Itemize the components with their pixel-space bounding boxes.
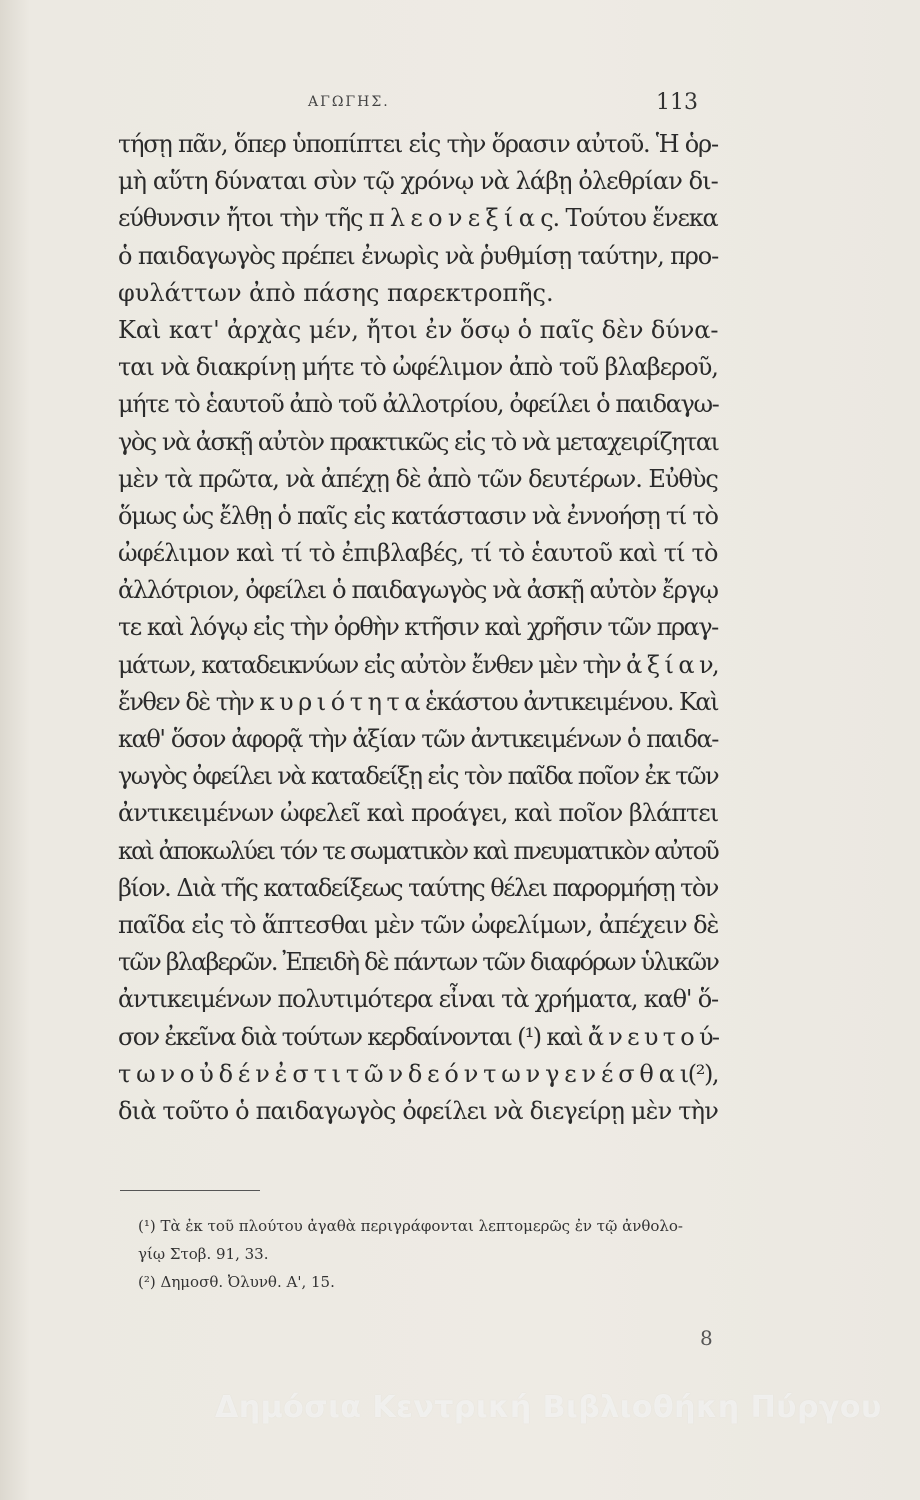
- text-line: μάτων, καταδεικνύων εἰς αὐτὸν ἔνθεν μὲν τὴν ἀ ξ ί α ν,: [118, 650, 719, 679]
- text-line: εύθυνσιν ἤτοι τὴν τῆς π λ ε ο ν ε ξ ί α ς. Τούτου ἕνεκα: [118, 204, 718, 233]
- footnotes: [138, 1212, 718, 1296]
- footnote-divider: [120, 1190, 260, 1191]
- body-text: [118, 126, 718, 1130]
- text-line: τ ω ν ο ὐ δ έ ν ἐ σ τ ι τ ῶ ν δ ε ό ν τ ω ν γ ε ν έ σ θ α ι(²),: [118, 1059, 719, 1088]
- text-line: ἔνθεν δὲ τὴν κ υ ρ ι ό τ η τ α ἑκάστου ἀντικειμένου. Καὶ: [118, 687, 718, 716]
- text-line: ἀντικειμένων πολυτιμότερα εἶναι τὰ χρήματα, καθ' ὅ-: [118, 985, 718, 1014]
- text-line: καθ' ὅσον ἀφορᾷ τὴν ἀξίαν τῶν ἀντικειμένων ὁ παιδα-: [118, 725, 718, 753]
- text-line: διὰ τοῦτο ὁ παιδαγωγὸς ὀφείλει νὰ διεγείρῃ μὲν τὴν: [118, 1096, 719, 1125]
- text-line: ἀντικειμένων ὠφελεῖ καὶ προάγει, καὶ ποῖον βλάπτει: [118, 799, 719, 828]
- text-line: μὴ αὕτη δύναται σὺν τῷ χρόνῳ νὰ λάβῃ ὀλεθρίαν δι-: [118, 167, 718, 196]
- text-line: φυλάττων ἀπὸ πάσης παρεκτροπῆς.: [118, 278, 554, 307]
- text-line: βίον. Διὰ τῆς καταδείξεως ταύτης θέλει παρορμήσῃ τὸν: [118, 873, 718, 902]
- text-line: παῖδα εἰς τὸ ἅπτεσθαι μὲν τῶν ὠφελίμων, ἀπέχειν δὲ: [118, 910, 719, 939]
- text-line: γὸς νὰ ἀσκῇ αὐτὸν πρακτικῶς εἰς τὸ νὰ μεταχειρίζηται: [118, 427, 719, 456]
- page-number: 113: [656, 90, 698, 115]
- text-line: σον ἐκεῖνα διὰ τούτων κερδαίνονται (¹) καὶ ἄ ν ε υ τ ο ύ-: [118, 1022, 719, 1051]
- text-line: ται νὰ διακρίνῃ μήτε τὸ ὠφέλιμον ἀπὸ τοῦ βλαβεροῦ,: [118, 353, 718, 382]
- text-line: τε καὶ λόγῳ εἰς τὴν ὀρθὴν κτῆσιν καὶ χρῆσιν τῶν πραγ-: [118, 613, 718, 642]
- footnote-line: (²) Δημοσθ. Ὀλυνθ. Α', 15.: [138, 1273, 335, 1291]
- text-line: Καὶ κατ' ἀρχὰς μέν, ἤτοι ἐν ὅσῳ ὁ παῖς δὲν δύνα-: [118, 315, 719, 344]
- footnote-line: (¹) Τὰ ἐκ τοῦ πλούτου ἀγαθὰ περιγράφονται λεπτομερῶς ἐν τῷ ἀνθολο-: [138, 1217, 684, 1235]
- running-head: ΑΓΩΓΗΣ.: [308, 94, 390, 110]
- text-line: καὶ ἀποκωλύει τόν τε σωματικὸν καὶ πνευματικὸν αὐτοῦ: [118, 836, 718, 865]
- text-line: μὲν τὰ πρῶτα, νὰ ἀπέχῃ δὲ ἀπὸ τῶν δευτέρων. Εὐθὺς: [118, 464, 718, 493]
- text-line: ὅμως ὡς ἔλθῃ ὁ παῖς εἰς κατάστασιν νὰ ἐννοήσῃ τί τὸ: [118, 501, 718, 530]
- text-line: ἀλλότριον, ὀφείλει ὁ παιδαγωγὸς νὰ ἀσκῇ αὐτὸν ἔργῳ: [118, 576, 718, 605]
- text-line: τῶν βλαβερῶν. Ἐπειδὴ δὲ πάντων τῶν διαφόρων ὑλικῶν: [118, 948, 718, 977]
- text-line: γωγὸς ὀφείλει νὰ καταδείξῃ εἰς τὸν παῖδα ποῖον ἐκ τῶν: [118, 762, 718, 791]
- footnote-line: γίῳ Στοβ. 91, 33.: [138, 1245, 269, 1263]
- library-watermark: Δημόσια Κεντρική Βιβλιοθήκη Πύργου: [215, 1390, 882, 1425]
- text-line: τήσῃ πᾶν, ὅπερ ὑποπίπτει εἰς τὴν ὅρασιν αὐτοῦ. Ἡ ὁρ-: [118, 130, 718, 158]
- text-line: μήτε τὸ ἑαυτοῦ ἀπὸ τοῦ ἀλλοτρίου, ὀφείλει ὁ παιδαγω-: [118, 390, 719, 419]
- text-line: ὁ παιδαγωγὸς πρέπει ἐνωρὶς νὰ ῥυθμίσῃ ταύτην, προ-: [118, 241, 719, 270]
- text-line: ὠφέλιμον καὶ τί τὸ ἐπιβλαβές, τί τὸ ἑαυτοῦ καὶ τί τὸ: [118, 539, 718, 568]
- signature-mark: 8: [700, 1326, 713, 1350]
